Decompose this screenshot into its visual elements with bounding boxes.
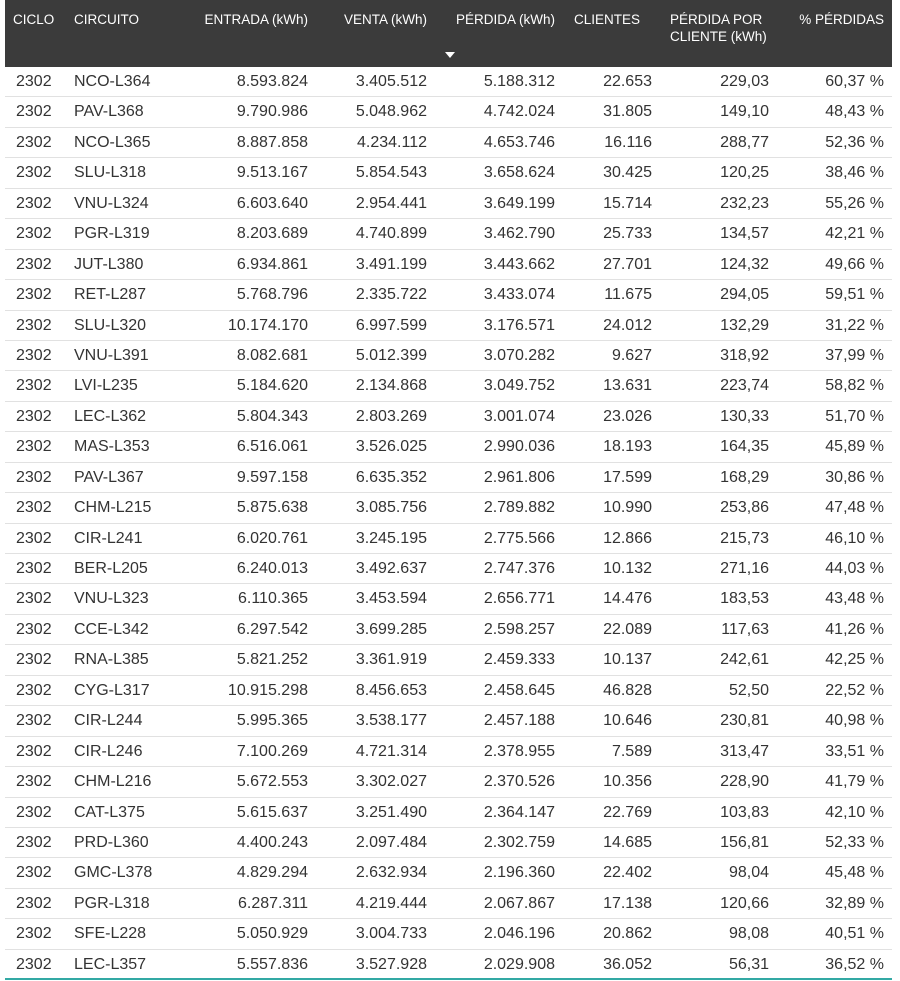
cell-ciclo: 2302	[16, 133, 52, 151]
table-row[interactable]	[5, 584, 892, 614]
cell-clientes: 22.769	[603, 803, 652, 821]
cell-entrada: 4.400.243	[236, 833, 308, 851]
cell-circuito: PGR-L318	[74, 894, 150, 912]
table-row[interactable]	[5, 737, 892, 767]
cell-entrada: 6.603.640	[236, 194, 308, 212]
cell-venta: 8.456.653	[355, 681, 427, 699]
cell-perdida-por-cliente: 149,10	[720, 103, 769, 121]
col-header-venta[interactable]: VENTA (kWh)	[343, 12, 427, 27]
cell-ciclo: 2302	[16, 864, 52, 882]
cell-ciclo: 2302	[16, 712, 52, 730]
cell-circuito: RNA-L385	[74, 651, 149, 669]
cell-venta: 5.854.543	[355, 164, 427, 182]
cell-perdida: 3.649.199	[483, 194, 555, 212]
cell-clientes: 46.828	[603, 681, 652, 699]
cell-circuito: VNU-L323	[74, 590, 149, 608]
cell-circuito: PAV-L368	[74, 103, 144, 121]
cell-venta: 3.492.637	[355, 560, 427, 577]
cell-pct-perdidas: 40,98 %	[825, 712, 884, 730]
cell-pct-perdidas: 51,70 %	[825, 407, 884, 425]
table-row[interactable]	[5, 524, 892, 554]
cell-pct-perdidas: 46,10 %	[825, 529, 884, 547]
cell-clientes: 30.425	[603, 164, 652, 182]
cell-venta: 5.048.962	[355, 103, 427, 121]
cell-entrada: 4.829.294	[236, 864, 308, 882]
table-row[interactable]	[5, 219, 892, 249]
cell-venta: 4.219.444	[355, 894, 427, 912]
cell-pct-perdidas: 41,26 %	[825, 620, 884, 638]
cell-clientes: 10.990	[603, 499, 652, 517]
col-header-perdida-por-cliente[interactable]	[670, 11, 767, 45]
cell-perdida-por-cliente: 98,08	[728, 925, 769, 943]
cell-perdida: 2.196.360	[483, 864, 555, 882]
cell-clientes: 16.116	[604, 133, 652, 151]
cell-clientes: 13.631	[603, 377, 652, 395]
cell-venta: 3.405.512	[355, 73, 427, 90]
cell-venta: 3.491.199	[355, 255, 427, 273]
cell-pct-perdidas: 49,66 %	[825, 255, 884, 273]
cell-ciclo: 2302	[16, 286, 52, 304]
cell-venta: 3.526.025	[355, 438, 427, 456]
cell-circuito: LVI-L235	[74, 377, 138, 395]
cell-pct-perdidas: 42,10 %	[825, 803, 884, 821]
cell-perdida-por-cliente: 228,90	[720, 773, 769, 791]
cell-perdida: 3.001.074	[483, 407, 555, 425]
cell-ciclo: 2302	[16, 529, 52, 547]
cell-perdida-por-cliente: 52,50	[728, 681, 769, 699]
cell-pct-perdidas: 60,37 %	[825, 73, 884, 90]
cell-entrada: 8.593.824	[236, 73, 308, 90]
cell-pct-perdidas: 48,43 %	[825, 103, 884, 121]
cell-perdida-por-cliente: 134,57	[720, 225, 769, 243]
cell-circuito: PGR-L319	[74, 225, 150, 243]
cell-clientes: 12.866	[603, 529, 652, 547]
table-row[interactable]	[5, 493, 892, 523]
cell-venta: 3.699.285	[355, 620, 427, 638]
table-bottom-border	[5, 978, 892, 980]
cell-venta: 2.097.484	[355, 833, 427, 851]
cell-entrada: 5.804.343	[236, 407, 308, 425]
table-row[interactable]	[5, 341, 892, 371]
table-row[interactable]	[5, 311, 892, 341]
cell-entrada: 5.875.638	[236, 499, 308, 517]
cell-ciclo: 2302	[16, 377, 52, 395]
cell-circuito: BER-L205	[74, 560, 148, 577]
cell-perdida: 2.067.867	[483, 894, 555, 912]
table-header	[5, 0, 892, 67]
cell-pct-perdidas: 45,89 %	[825, 438, 884, 456]
cell-venta: 4.740.899	[355, 225, 427, 243]
cell-perdida-por-cliente: 120,66	[720, 894, 769, 912]
cell-ciclo: 2302	[16, 164, 52, 182]
cell-perdida-por-cliente: 223,74	[720, 377, 769, 395]
cell-ciclo: 2302	[16, 346, 52, 364]
cell-circuito: CAT-L375	[74, 803, 145, 821]
cell-circuito: CHM-L215	[74, 499, 152, 517]
cell-clientes: 23.026	[603, 407, 652, 425]
cell-clientes: 9.627	[611, 346, 652, 364]
cell-clientes: 20.862	[603, 925, 652, 943]
cell-clientes: 22.653	[603, 73, 652, 90]
cell-perdida-por-cliente: 168,29	[720, 468, 769, 486]
cell-perdida: 2.775.566	[483, 529, 555, 547]
cell-circuito: NCO-L364	[74, 73, 151, 90]
cell-venta: 3.085.756	[355, 499, 427, 517]
cell-circuito: PRD-L360	[74, 833, 149, 851]
cell-ciclo: 2302	[16, 803, 52, 821]
cell-clientes: 11.675	[604, 286, 652, 304]
cell-circuito: LEC-L362	[74, 407, 147, 425]
cell-perdida: 2.656.771	[483, 590, 555, 608]
cell-clientes: 10.646	[603, 712, 652, 730]
cell-entrada: 5.615.637	[236, 803, 308, 821]
col-header-pct-perdidas[interactable]: % PÉRDIDAS	[799, 12, 884, 27]
cell-ciclo: 2302	[16, 73, 52, 90]
cell-entrada: 6.516.061	[236, 438, 308, 456]
cell-clientes: 22.402	[603, 864, 652, 882]
table-row[interactable]	[5, 950, 892, 980]
cell-circuito: PAV-L367	[74, 468, 144, 486]
table-row[interactable]	[5, 432, 892, 462]
cell-ciclo: 2302	[16, 742, 52, 760]
table-row[interactable]	[5, 189, 892, 219]
cell-circuito: NCO-L365	[74, 133, 151, 151]
cell-perdida-por-cliente: 120,25	[720, 164, 769, 182]
cell-pct-perdidas: 52,36 %	[825, 133, 884, 151]
cell-venta: 3.245.195	[355, 529, 427, 547]
cell-perdida: 2.598.257	[483, 620, 555, 638]
cell-clientes: 25.733	[603, 225, 652, 243]
cell-venta: 6.635.352	[355, 468, 427, 486]
cell-circuito: SLU-L318	[74, 164, 147, 182]
cell-clientes: 22.089	[603, 620, 652, 638]
cell-circuito: CCE-L342	[74, 620, 149, 638]
cell-perdida-por-cliente: 215,73	[720, 529, 769, 547]
cell-ciclo: 2302	[16, 225, 52, 243]
cell-entrada: 5.821.252	[236, 651, 308, 669]
cell-perdida: 2.370.526	[483, 773, 555, 791]
cell-ciclo: 2302	[16, 194, 52, 212]
cell-circuito: SLU-L320	[74, 316, 147, 334]
cell-circuito: CYG-L317	[74, 681, 150, 699]
cell-pct-perdidas: 47,48 %	[825, 499, 884, 517]
cell-venta: 3.361.919	[355, 651, 427, 669]
cell-perdida-por-cliente: 271,16	[720, 560, 769, 577]
cell-entrada: 6.934.861	[236, 255, 308, 273]
cell-perdida: 2.459.333	[483, 651, 555, 669]
cell-venta: 2.335.722	[355, 286, 427, 304]
table-row[interactable]	[5, 676, 892, 706]
cell-clientes: 18.193	[603, 438, 652, 456]
cell-perdida-por-cliente: 124,32	[720, 255, 769, 273]
cell-circuito: CIR-L246	[74, 742, 143, 760]
cell-entrada: 6.110.365	[238, 590, 308, 608]
cell-entrada: 10.915.298	[227, 681, 308, 699]
col-header-perdida-por-cliente-line1: PÉRDIDA POR	[670, 12, 763, 27]
cell-perdida-por-cliente: 130,33	[720, 407, 769, 425]
table-row[interactable]	[5, 889, 892, 919]
table-row[interactable]	[5, 250, 892, 280]
cell-perdida: 2.364.147	[483, 803, 555, 821]
cell-pct-perdidas: 33,51 %	[825, 742, 884, 760]
cell-ciclo: 2302	[16, 560, 52, 577]
cell-perdida: 3.433.074	[483, 286, 555, 304]
cell-venta: 3.527.928	[355, 955, 427, 973]
cell-circuito: CHM-L216	[74, 773, 152, 791]
cell-perdida: 3.049.752	[483, 377, 555, 395]
col-header-perdida-por-cliente-line2: CLIENTE (kWh)	[670, 29, 767, 44]
table-row[interactable]	[5, 67, 892, 97]
cell-entrada: 5.768.796	[236, 286, 308, 304]
cell-perdida-por-cliente: 230,81	[720, 712, 769, 730]
cell-perdida-por-cliente: 242,61	[720, 651, 769, 669]
cell-ciclo: 2302	[16, 468, 52, 486]
cell-entrada: 8.203.689	[236, 225, 308, 243]
cell-venta: 3.453.594	[355, 590, 427, 608]
cell-pct-perdidas: 58,82 %	[825, 377, 884, 395]
cell-circuito: LEC-L357	[74, 955, 147, 973]
cell-entrada: 8.082.681	[236, 346, 308, 364]
cell-perdida-por-cliente: 313,47	[720, 742, 769, 760]
table-row[interactable]	[5, 858, 892, 888]
cell-perdida-por-cliente: 132,29	[720, 316, 769, 334]
cell-ciclo: 2302	[16, 255, 52, 273]
cell-circuito: SFE-L228	[74, 925, 147, 943]
cell-perdida-por-cliente: 56,31	[728, 955, 769, 973]
cell-perdida: 3.462.790	[483, 225, 555, 243]
cell-circuito: CIR-L244	[74, 712, 143, 730]
cell-pct-perdidas: 31,22 %	[825, 316, 884, 334]
cell-venta: 3.251.490	[355, 803, 427, 821]
table-row[interactable]	[5, 554, 892, 584]
cell-ciclo: 2302	[16, 407, 52, 425]
cell-ciclo: 2302	[16, 681, 52, 699]
cell-pct-perdidas: 42,25 %	[825, 651, 884, 669]
cell-clientes: 10.132	[603, 560, 652, 577]
cell-pct-perdidas: 40,51 %	[825, 925, 884, 943]
cell-perdida: 3.443.662	[483, 255, 555, 273]
cell-circuito: JUT-L380	[74, 255, 144, 273]
cell-ciclo: 2302	[16, 316, 52, 334]
cell-entrada: 5.672.553	[236, 773, 308, 791]
cell-venta: 5.012.399	[355, 346, 427, 364]
cell-pct-perdidas: 41,79 %	[825, 773, 884, 791]
cell-perdida-por-cliente: 156,81	[720, 833, 769, 851]
cell-perdida: 2.302.759	[483, 833, 555, 851]
cell-ciclo: 2302	[16, 499, 52, 517]
cell-perdida-por-cliente: 183,53	[720, 590, 769, 608]
cell-venta: 3.004.733	[355, 925, 427, 943]
cell-entrada: 5.995.365	[236, 712, 308, 730]
cell-perdida: 2.961.806	[483, 468, 555, 486]
cell-venta: 4.234.112	[357, 133, 427, 151]
cell-pct-perdidas: 22,52 %	[825, 681, 884, 699]
cell-pct-perdidas: 32,89 %	[825, 894, 884, 912]
cell-pct-perdidas: 30,86 %	[825, 468, 884, 486]
cell-entrada: 10.174.170	[227, 316, 308, 334]
table-row[interactable]	[5, 798, 892, 828]
table-row[interactable]	[5, 158, 892, 188]
cell-circuito: MAS-L353	[74, 438, 150, 456]
cell-perdida-por-cliente: 294,05	[720, 286, 769, 304]
cell-perdida: 3.658.624	[483, 164, 555, 182]
cell-entrada: 9.790.986	[236, 103, 308, 121]
cell-perdida-por-cliente: 164,35	[720, 438, 769, 456]
cell-clientes: 15.714	[603, 194, 652, 212]
cell-perdida: 3.176.571	[483, 316, 555, 334]
cell-perdida: 2.747.376	[483, 560, 555, 577]
cell-perdida-por-cliente: 117,63	[721, 620, 769, 638]
cell-pct-perdidas: 52,33 %	[825, 833, 884, 851]
cell-ciclo: 2302	[16, 833, 52, 851]
cell-ciclo: 2302	[16, 925, 52, 943]
cell-pct-perdidas: 45,48 %	[825, 864, 884, 882]
col-header-ciclo[interactable]: CICLO	[13, 12, 55, 27]
cell-clientes: 14.685	[603, 833, 652, 851]
table-row[interactable]	[5, 767, 892, 797]
table-row[interactable]	[5, 97, 892, 127]
cell-perdida-por-cliente: 318,92	[720, 346, 769, 364]
cell-clientes: 17.599	[603, 468, 652, 486]
cell-clientes: 27.701	[603, 255, 652, 273]
cell-ciclo: 2302	[16, 894, 52, 912]
cell-perdida-por-cliente: 98,04	[728, 864, 769, 882]
sort-descending-icon[interactable]	[445, 52, 455, 58]
table-row[interactable]	[5, 645, 892, 675]
cell-clientes: 36.052	[603, 955, 652, 973]
cell-pct-perdidas: 38,46 %	[825, 164, 884, 182]
cell-clientes: 7.589	[611, 742, 652, 760]
cell-entrada: 6.297.542	[236, 620, 308, 638]
cell-perdida: 2.990.036	[483, 438, 555, 456]
table-row[interactable]	[5, 128, 892, 158]
table-row[interactable]	[5, 463, 892, 493]
cell-circuito: VNU-L391	[74, 346, 149, 364]
cell-circuito: CIR-L241	[74, 529, 143, 547]
table-row[interactable]	[5, 919, 892, 949]
cell-entrada: 9.513.167	[236, 164, 308, 182]
cell-ciclo: 2302	[16, 438, 52, 456]
cell-venta: 6.997.599	[355, 316, 427, 334]
table-row[interactable]	[5, 371, 892, 401]
table-row[interactable]	[5, 706, 892, 736]
table-row[interactable]	[5, 615, 892, 645]
cell-entrada: 6.240.013	[236, 560, 308, 577]
cell-venta: 3.302.027	[355, 773, 427, 791]
cell-pct-perdidas: 44,03 %	[825, 560, 884, 577]
cell-perdida-por-cliente: 253,86	[720, 499, 769, 517]
cell-ciclo: 2302	[16, 773, 52, 791]
table-row[interactable]	[5, 402, 892, 432]
cell-clientes: 17.138	[603, 894, 652, 912]
cell-perdida-por-cliente: 288,77	[720, 133, 769, 151]
cell-perdida: 3.070.282	[483, 346, 555, 364]
table-row[interactable]	[5, 280, 892, 310]
cell-clientes: 10.137	[603, 651, 652, 669]
cell-entrada: 5.184.620	[236, 377, 308, 395]
cell-entrada: 8.887.858	[236, 133, 308, 151]
cell-pct-perdidas: 36,52 %	[825, 955, 884, 973]
cell-pct-perdidas: 59,51 %	[825, 286, 884, 304]
cell-perdida-por-cliente: 103,83	[720, 803, 769, 821]
cell-entrada: 9.597.158	[236, 468, 308, 486]
cell-perdida: 2.378.955	[483, 742, 555, 760]
cell-perdida-por-cliente: 229,03	[720, 73, 769, 90]
cell-clientes: 14.476	[603, 590, 652, 608]
cell-perdida: 2.046.196	[483, 925, 555, 943]
cell-entrada: 6.020.761	[236, 529, 308, 547]
col-header-perdida[interactable]: PÉRDIDA (kWh)	[455, 12, 555, 27]
cell-pct-perdidas: 43,48 %	[825, 590, 884, 608]
col-header-entrada[interactable]: ENTRADA (kWh)	[204, 12, 308, 27]
cell-pct-perdidas: 55,26 %	[825, 194, 884, 212]
cell-clientes: 24.012	[603, 316, 652, 334]
cell-entrada: 5.557.836	[236, 955, 308, 973]
cell-entrada: 7.100.269	[236, 742, 308, 760]
col-header-clientes[interactable]: CLIENTES	[573, 12, 640, 27]
cell-venta: 2.803.269	[355, 407, 427, 425]
cell-circuito: GMC-L378	[74, 864, 153, 882]
cell-clientes: 10.356	[603, 773, 652, 791]
cell-entrada: 5.050.929	[236, 925, 308, 943]
cell-ciclo: 2302	[16, 103, 52, 121]
cell-pct-perdidas: 42,21 %	[825, 225, 884, 243]
cell-venta: 2.632.934	[355, 864, 427, 882]
cell-ciclo: 2302	[16, 590, 52, 608]
table-row[interactable]	[5, 828, 892, 858]
cell-perdida: 2.458.645	[483, 681, 555, 699]
cell-circuito: RET-L287	[74, 286, 147, 304]
cell-perdida: 4.653.746	[483, 133, 555, 151]
cell-perdida: 2.789.882	[483, 499, 555, 517]
cell-ciclo: 2302	[16, 651, 52, 669]
cell-venta: 2.134.868	[355, 377, 427, 395]
cell-circuito: VNU-L324	[74, 194, 149, 212]
cell-venta: 3.538.177	[355, 712, 427, 730]
cell-perdida: 5.188.312	[483, 73, 555, 90]
cell-venta: 4.721.314	[355, 742, 427, 760]
cell-pct-perdidas: 37,99 %	[825, 346, 884, 364]
cell-perdida-por-cliente: 232,23	[720, 194, 769, 212]
cell-ciclo: 2302	[16, 620, 52, 638]
cell-perdida: 2.457.188	[483, 712, 555, 730]
cell-perdida: 4.742.024	[483, 103, 555, 121]
cell-clientes: 31.805	[603, 103, 652, 121]
cell-entrada: 6.287.311	[238, 894, 308, 912]
table-body	[5, 67, 892, 980]
cell-ciclo: 2302	[16, 955, 52, 973]
cell-venta: 2.954.441	[355, 194, 427, 212]
cell-perdida: 2.029.908	[483, 955, 555, 973]
col-header-circuito[interactable]: CIRCUITO	[74, 12, 140, 27]
